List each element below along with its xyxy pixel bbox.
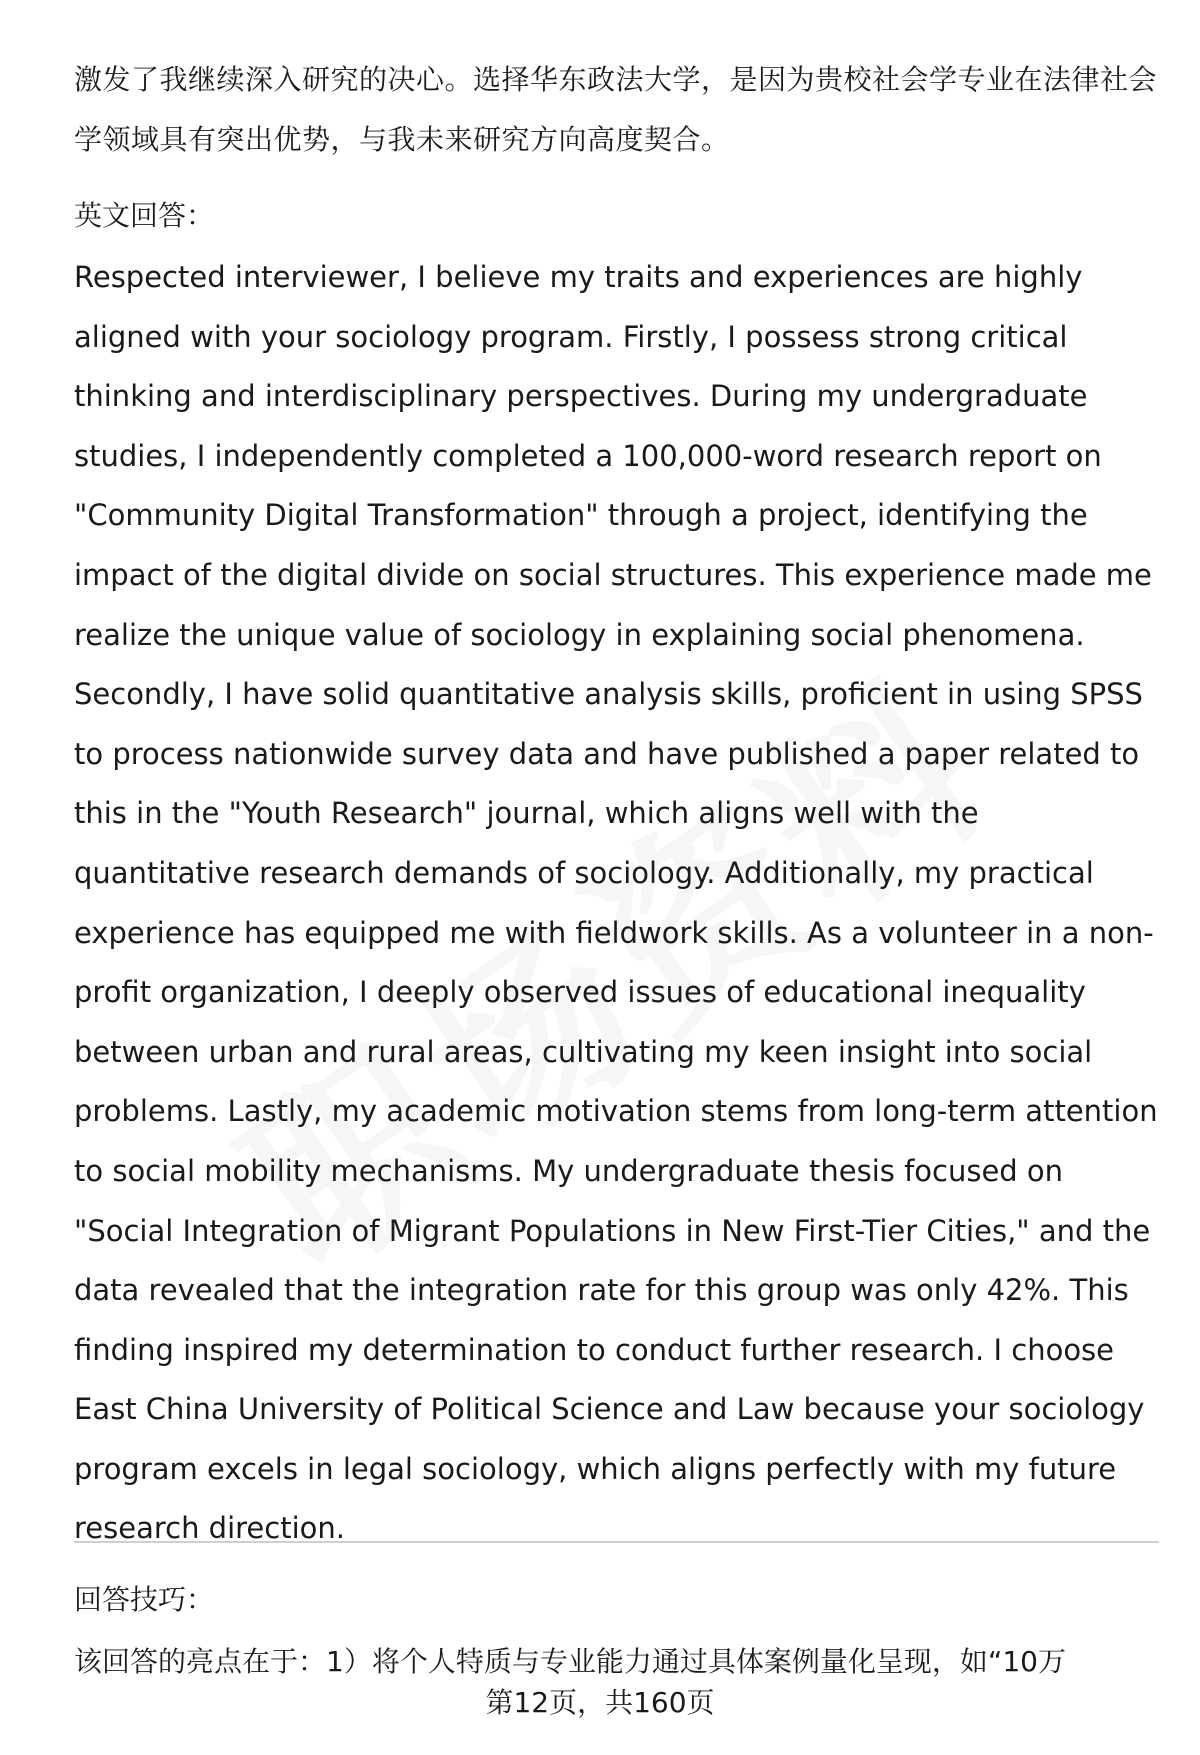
section-divider [74,1541,1159,1543]
english-answer-paragraph: Respected interviewer, I believe my traits and experiences are highly aligned with your sociology program. Firstly, I possess strong critical thinking and interdisciplinary perspectives. During my undergraduate studies, I independently completed a 100,000-word research report on "Community Digital Transformation" through a project, identifying the impact of the digital divide on social structures. This experience made me realize the unique value of sociology in explaining social phenomena. Secondly, I have solid quantitative analysis skills, proficient in using SPSS to process nationwide survey data and have published a paper related to this in the "Youth Research" journal, which aligns well with the quantitative research demands of sociology. Additionally, my practical experience has equipped me with fieldwork skills. As a volunteer in a non-profit organization, I deeply observed issues of educational inequality between urban and rural areas, cultivating my keen insight into social problems. Lastly, my academic motivation stems from long-term attention to social mobility mechanisms. My undergraduate thesis focused on "Social Integration of Migrant Populations in New First-Tier Cities," and the data revealed that the integration rate for this group was only 42%. This finding inspired my determination to conduct further research. I choose East China University of Political Science and Law because your sociology program excels in legal sociology, which aligns perfectly with my future research direction. [74,260,1158,1546]
tips-label: 回答技巧： [74,1583,215,1616]
english-answer-label: 英文回答： [74,199,215,232]
page-indicator: 第12页，共160页 [485,1686,715,1719]
intro-paragraph: 激发了我继续深入研究的决心。选择华东政法大学，是因为贵校社会学专业在法律社会学领域具有突出优势，与我未来研究方向高度契合。 [74,63,1158,156]
document-body [74,50,1159,1559]
tips-paragraph: 该回答的亮点在于：1）将个人特质与专业能力通过具体案例量化呈现，如“10万 [74,1645,1066,1678]
